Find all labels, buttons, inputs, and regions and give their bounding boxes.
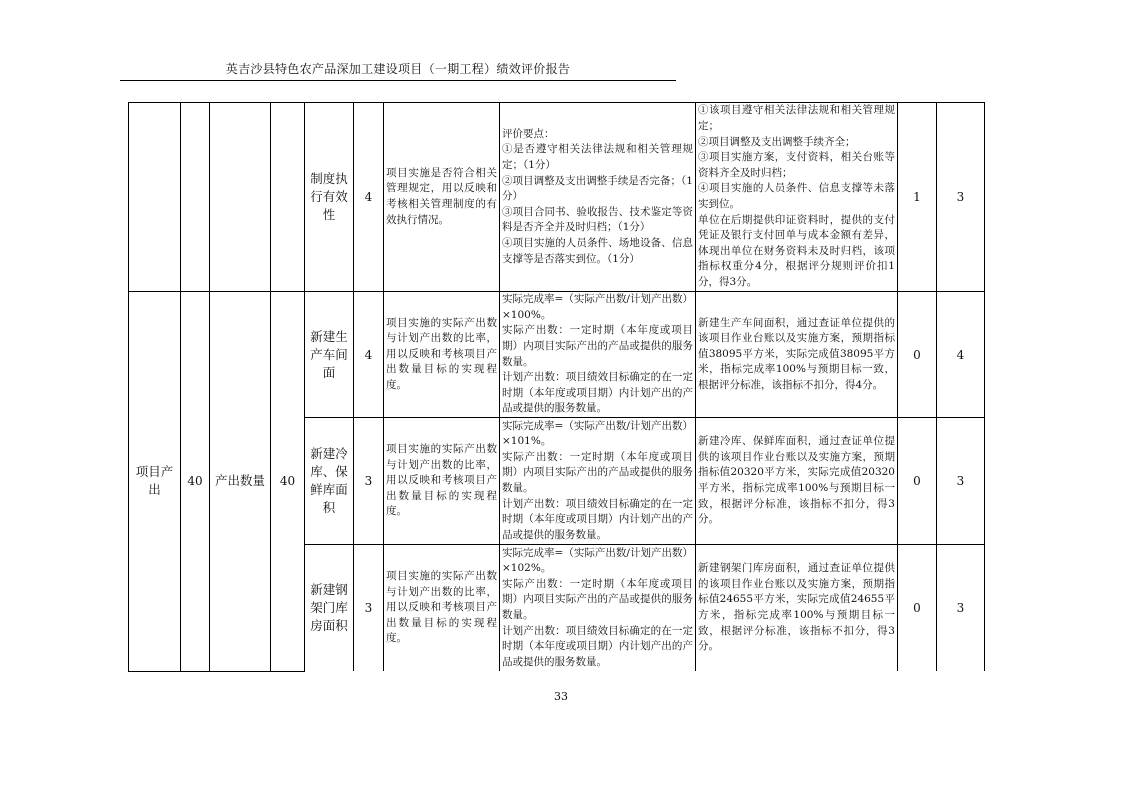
deduction-cell: 1 <box>898 103 937 292</box>
evaluation-table <box>128 102 985 672</box>
weight-cell: 4 <box>354 103 384 292</box>
score-cell: 3 <box>937 418 985 545</box>
level1-weight-cell: 40 <box>181 292 210 672</box>
level1-weight-cell-empty <box>181 103 210 292</box>
indicator-cell: 新建冷库、保鲜库面积 <box>305 418 354 545</box>
meaning-cell: 项目实施的实际产出数与计划产出数的比率，用以反映和考核项目产出数量目标的实现程度。 <box>384 545 500 672</box>
page-number: 33 <box>554 690 568 703</box>
score-cell: 4 <box>937 292 985 418</box>
score-cell: 3 <box>937 103 985 292</box>
table-row <box>129 103 985 292</box>
analysis-cell: 新建生产车间面积，通过查证单位提供的该项目作业台账以及实施方案，预期指标值38095平方米，实际完成值38095平方米，指标完成率100%与预期目标一致，根据评分标准，该指标不扣分，得4分。 <box>696 292 898 418</box>
analysis-cell: ①该项目遵守相关法律法规和相关管理规定； ②项目调整及支出调整手续齐全； ③项目实施方案，支付资料，相关台账等资料齐全及时归档； ④项目实施的人员条件、信息支撑等未落实到位。 单位在后期提供印证资料时，提供的支付凭证及银行支付回单与成本金额有差异，体现出单位在财务资料未及时归档，该项指标权重分4分，根据评分规则评价扣1分，得3分。 <box>696 103 898 292</box>
indicator-cell: 新建生产车间面 <box>305 292 354 418</box>
level1-indicator-cell: 项目产出 <box>129 292 181 672</box>
criteria-cell: 实际完成率=（实际产出数/计划产出数）×101%。 实际产出数：一定时期（本年度或项目期）内项目实际产出的产品或提供的服务数量。 计划产出数：项目绩效目标确定的在一定时期（本年度或项目期）内计划产出的产品或提供的服务数量。 <box>500 418 696 545</box>
indicator-cell: 新建钢架门库房面积 <box>305 545 354 672</box>
meaning-cell: 项目实施是否符合相关管理规定，用以反映和考核相关管理制度的有效执行情况。 <box>384 103 500 292</box>
meaning-cell: 项目实施的实际产出数与计划产出数的比率，用以反映和考核项目产出数量目标的实现程度。 <box>384 418 500 545</box>
weight-cell: 3 <box>354 545 384 672</box>
level1-cell-empty <box>129 103 181 292</box>
score-cell: 3 <box>937 545 985 672</box>
deduction-cell: 0 <box>898 418 937 545</box>
deduction-cell: 0 <box>898 545 937 672</box>
weight-cell: 3 <box>354 418 384 545</box>
level2-weight-cell-empty <box>271 103 305 292</box>
indicator-cell: 制度执行有效性 <box>305 103 354 292</box>
weight-cell: 4 <box>354 292 384 418</box>
criteria-cell: 实际完成率=（实际产出数/计划产出数）×102%。 实际产出数：一定时期（本年度或项目期）内项目实际产出的产品或提供的服务数量。 计划产出数：项目绩效目标确定的在一定时期（本年度或项目期）内计划产出的产品或提供的服务数量。 <box>500 545 696 672</box>
level2-weight-cell: 40 <box>271 292 305 672</box>
document-header-title: 英吉沙县特色农产品深加工建设项目（一期工程）绩效评价报告 <box>225 62 571 76</box>
level2-cell-empty <box>210 103 271 292</box>
criteria-cell: 实际完成率=（实际产出数/计划产出数）×100%。 实际产出数：一定时期（本年度或项目期）内项目实际产出的产品或提供的服务数量。 计划产出数：项目绩效目标确定的在一定时期（本年度或项目期）内计划产出的产品或提供的服务数量。 <box>500 292 696 418</box>
table-row <box>129 292 985 418</box>
criteria-cell: 评价要点： ①是否遵守相关法律法规和相关管理规定；（1分） ②项目调整及支出调整手续是否完备；（1分） ③项目合同书、验收报告、技术鉴定等资料是否齐全并及时归档；（1分） ④项目实施的人员条件、场地设备、信息支撑等是否落实到位。（1分） <box>500 103 696 292</box>
analysis-cell: 新建钢架门库房面积，通过查证单位提供的该项目作业台账以及实施方案，预期指标值24655平方米，实际完成值24655平方米，指标完成率100%与预期目标一致，根据评分标准，该指标不扣分，得3分。 <box>696 545 898 672</box>
meaning-cell: 项目实施的实际产出数与计划产出数的比率，用以反映和考核项目产出数量目标的实现程度。 <box>384 292 500 418</box>
header-rule <box>120 80 676 81</box>
deduction-cell: 0 <box>898 292 937 418</box>
analysis-cell: 新建冷库、保鲜库面积，通过查证单位提供的该项目作业台账以及实施方案，预期指标值20320平方米，实际完成值20320平方米，指标完成率100%与预期目标一致，根据评分标准，该指标不扣分，得3分。 <box>696 418 898 545</box>
level2-indicator-cell: 产出数量 <box>210 292 271 672</box>
